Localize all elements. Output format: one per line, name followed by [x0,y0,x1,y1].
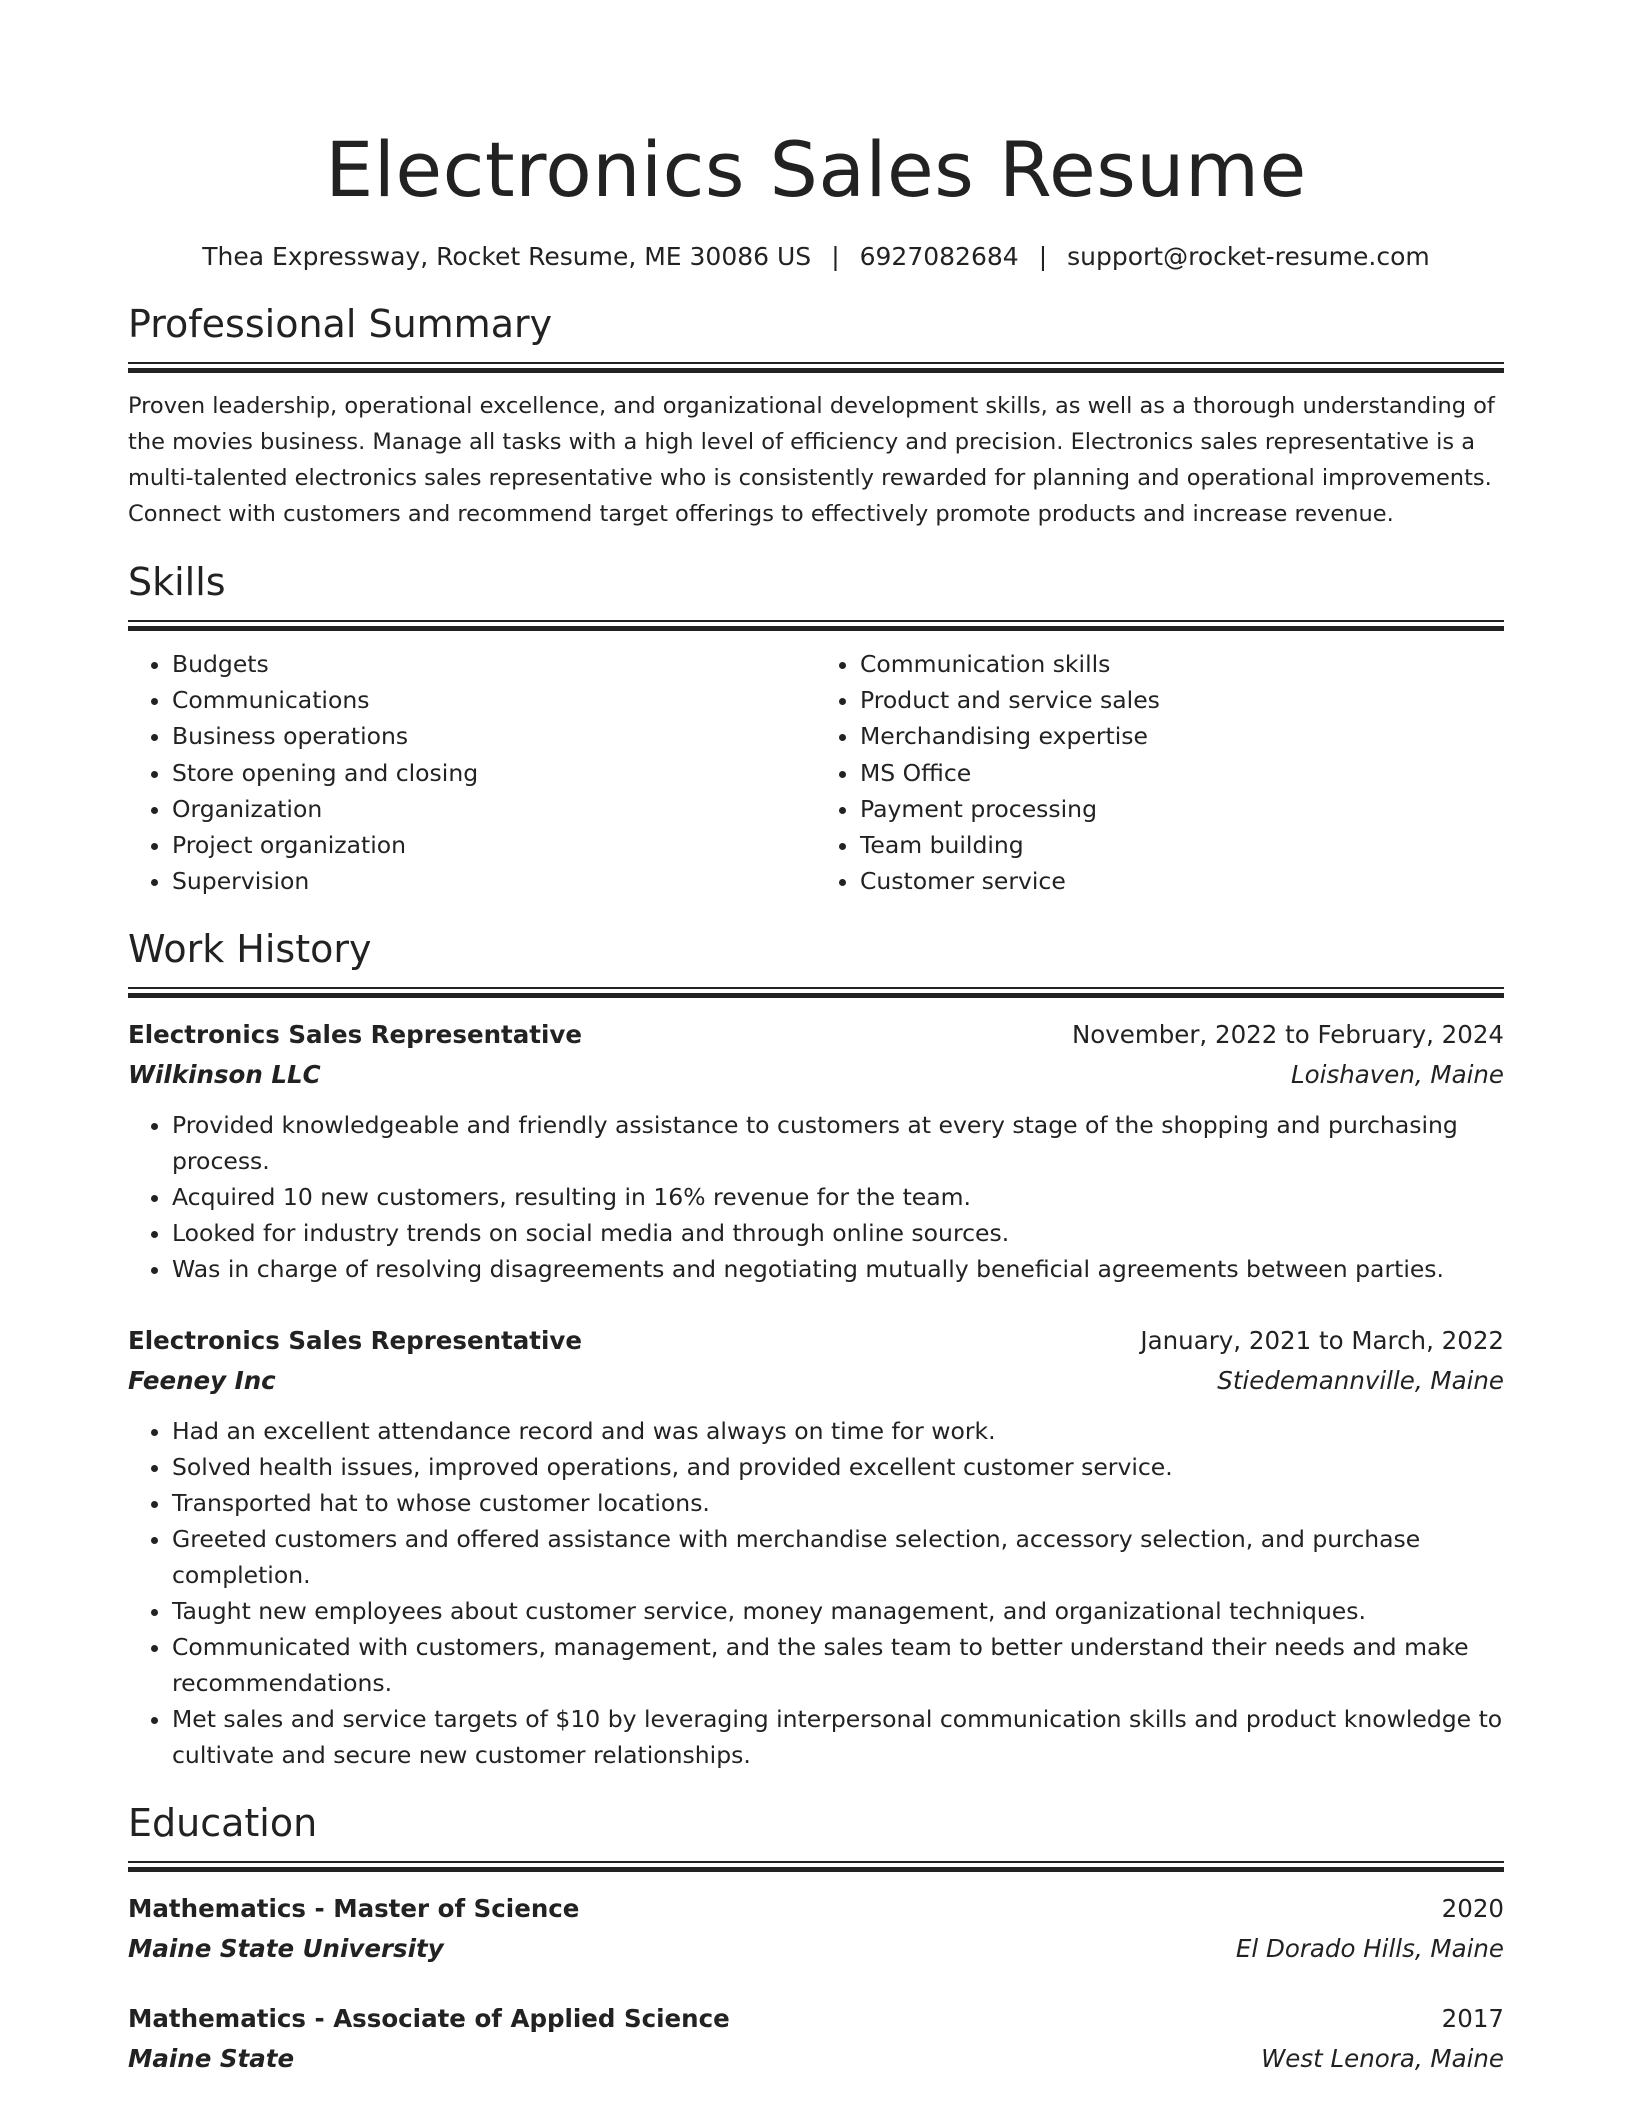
contact-phone: 6927082684 [859,242,1019,271]
section-divider [128,620,1504,632]
skill-item: • Business operations [172,718,816,754]
job-bullet: • Taught new employees about customer service, money management, and organizational techniques. [172,1593,1504,1629]
job-entry [128,1321,1504,1773]
work-history-heading: Work History [128,927,372,972]
job-bullets [128,1413,1504,1773]
job-title: Electronics Sales Representative [128,1020,582,1050]
job-bullet: • Acquired 10 new customers, resulting in 16% revenue for the team. [172,1179,1504,1215]
skill-item: • Communications [172,682,816,718]
contact-line [128,240,1504,274]
skill-item: • Organization [172,791,816,827]
education-school: Maine State University [128,1934,444,1964]
skills-right-column [816,646,1504,899]
resume-title: Electronics Sales Resume [325,125,1307,214]
section-divider [128,362,1504,374]
summary-text: Proven leadership, operational excellence, and organizational development skills, as well as a thorough understanding of the movies business. Manage all tasks with a high level of efficiency and precision. Electronics sales representative is a multi-talented electronics sales representative who is consistently rewarded for planning and operational improvements. Connect with customers and recommend target offerings to effectively promote products and increase revenue. [128,393,1495,527]
job-location: Loishaven, Maine [1291,1060,1504,1090]
skills-left-column [128,646,816,899]
skill-item: • Project organization [172,827,816,863]
job-bullet: • Greeted customers and offered assistance with merchandise selection, accessory selection, and purchase completion. [172,1521,1504,1593]
skill-item: • Supervision [172,863,816,899]
resume-page [128,0,1504,2079]
job-company: Feeney Inc [128,1366,276,1396]
job-bullet: • Met sales and service targets of $10 by leveraging interpersonal communication skills and product knowledge to cultivate and secure new customer relationships. [172,1701,1504,1773]
skills-heading: Skills [128,560,226,604]
job-bullet: • Provided knowledgeable and friendly assistance to customers at every stage of the shopping and purchasing process. [172,1107,1504,1179]
job-company: Wilkinson LLC [128,1060,321,1090]
skill-item: • Store opening and closing [172,755,816,791]
education-heading: Education [128,1801,318,1846]
contact-separator: | [831,242,840,271]
job-bullet: • Communicated with customers, management, and the sales team to better understand their needs and make recommendations. [172,1629,1504,1701]
education-year: 2017 [1441,2004,1504,2034]
education-entry [128,1889,1504,1969]
education-degree: Mathematics - Associate of Applied Science [128,2004,730,2034]
skill-item: • Customer service [860,863,1504,899]
skill-item: • Budgets [172,646,816,682]
job-bullet: • Transported hat to whose customer locations. [172,1485,1504,1521]
education-degree: Mathematics - Master of Science [128,1894,580,1924]
education-section [128,1799,1504,2079]
job-bullet: • Solved health issues, improved operations, and provided excellent customer service. [172,1449,1504,1485]
contact-email: support@rocket-resume.com [1067,242,1430,271]
skill-item: • Communication skills [860,646,1504,682]
job-entry [128,1015,1504,1287]
job-bullet: • Had an excellent attendance record and was always on time for work. [172,1413,1504,1449]
job-title: Electronics Sales Representative [128,1326,582,1356]
job-bullets [128,1107,1504,1287]
skill-item: • Merchandising expertise [860,718,1504,754]
skill-item: • Payment processing [860,791,1504,827]
section-divider [128,1861,1504,1873]
job-bullet: • Looked for industry trends on social media and through online sources. [172,1215,1504,1251]
skill-item: • MS Office [860,755,1504,791]
skill-item: • Product and service sales [860,682,1504,718]
contact-separator: | [1038,242,1048,271]
job-dates: November, 2022 to February, 2024 [1071,1020,1504,1050]
job-bullet: • Was in charge of resolving disagreements and negotiating mutually beneficial agreements between parties. [172,1251,1504,1287]
education-location: West Lenora, Maine [1261,2044,1504,2074]
work-history-section [128,925,1504,1773]
skills-grid [128,646,1504,899]
education-school: Maine State [128,2044,295,2074]
job-location: Stiedemannville, Maine [1217,1366,1504,1396]
education-year: 2020 [1441,1894,1504,1924]
section-divider [128,987,1504,999]
summary-section [128,300,1504,532]
education-location: El Dorado Hills, Maine [1235,1934,1504,1964]
summary-heading: Professional Summary [128,302,553,346]
job-dates: January, 2021 to March, 2022 [1140,1326,1504,1356]
education-entry [128,1999,1504,2079]
contact-address: Thea Expressway, Rocket Resume, ME 30086 US [202,242,812,271]
skill-item: • Team building [860,827,1504,863]
skills-section [128,558,1504,899]
